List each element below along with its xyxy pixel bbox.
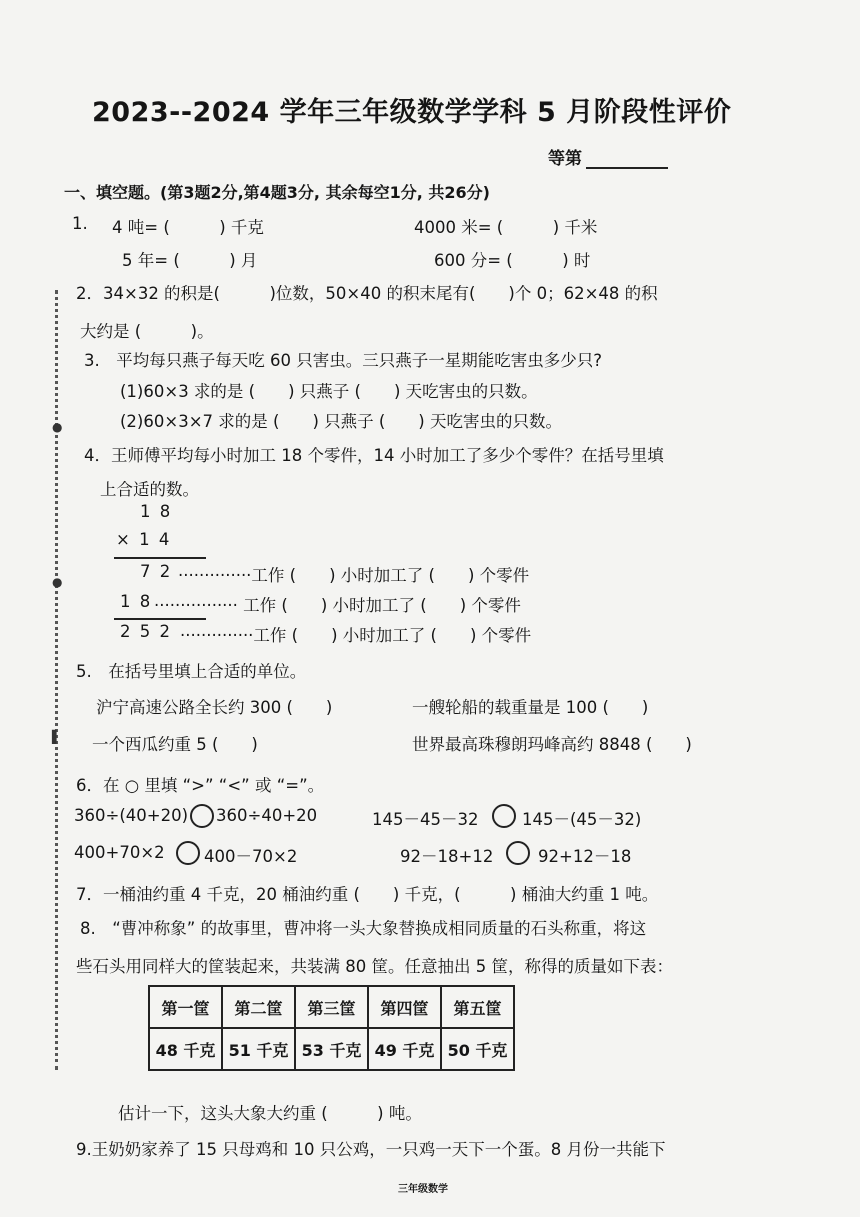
multiplicand: 1 8 <box>140 502 173 521</box>
binding-margin-dots <box>55 290 61 1070</box>
q3-part1[interactable]: (1)60×3 求的是 ( ) 只燕子 ( ) 天吃害虫的只数。 <box>120 382 538 401</box>
q6-c-right: 400－70×2 <box>204 847 298 866</box>
q8-estimate[interactable]: 估计一下，这头大象大约重 ( ) 吨。 <box>118 1104 422 1123</box>
q8-line1: 8. “曹冲称象” 的故事里，曹冲将一头大象替换成相同质量的石头称重，将这 <box>80 919 647 938</box>
q6-b-left: 145－45－32 <box>372 810 479 829</box>
q4-row1[interactable]: ··············工作 ( ) 小时加工了 ( ) 个零件 <box>178 566 530 585</box>
q3-part2[interactable]: (2)60×3×7 求的是 ( ) 只燕子 ( ) 天吃害虫的只数。 <box>120 412 562 431</box>
q6-a-left: 360÷(40+20) <box>74 806 189 825</box>
sum-line <box>114 618 206 620</box>
q4-row2[interactable]: ················ 工作 ( ) 小时加工了 ( ) 个零件 <box>154 596 521 615</box>
final-product: 2 5 2 <box>120 622 172 641</box>
margin-mark: ▌ <box>52 730 62 744</box>
partial-product-2: 1 8 <box>120 592 153 611</box>
table-row <box>149 1028 514 1070</box>
q1-blank-a[interactable]: 4 吨= ( ) 千克 <box>112 218 264 237</box>
partial-product-1: 7 2 <box>140 562 173 581</box>
q4-question-line2: 上合适的数。 <box>100 480 199 499</box>
footer-label: 三年级数学 <box>398 1184 448 1195</box>
section-heading: 一、填空题。(第3题2分,第4题3分, 其余每空1分, 共26分) <box>64 183 490 202</box>
q7-line[interactable]: 7．一桶油约重 4 千克，20 桶油约重 ( ) 千克，( ) 桶油大约重 1 吨。 <box>76 885 659 904</box>
q6-question: 6．在 ○ 里填 “>” “<” 或 “=”。 <box>76 776 325 795</box>
q5-blank-c[interactable]: 一个西瓜约重 5 ( ) <box>92 735 258 754</box>
multiplication-line <box>114 557 206 559</box>
q9-line1: 9.王奶奶家养了 15 只母鸡和 10 只公鸡，一只鸡一天下一个蛋。8 月份一共能下 <box>76 1140 666 1159</box>
basket-weight-table <box>148 985 515 1071</box>
q5-blank-b[interactable]: 一艘轮船的载重量是 100 ( ) <box>412 698 649 717</box>
q6-a-right: 360÷40+20 <box>216 806 318 825</box>
q1-blank-b[interactable]: 4000 米= ( ) 千米 <box>414 218 598 237</box>
q1-number: 1. <box>72 214 88 233</box>
table-header-cell: 第二筐 <box>222 986 295 1028</box>
compare-circle[interactable] <box>176 841 200 865</box>
table-cell: 51 千克 <box>222 1028 295 1070</box>
q1-blank-c[interactable]: 5 年= ( ) 月 <box>122 251 258 270</box>
compare-circle[interactable] <box>190 804 214 828</box>
q3-question: 3. 平均每只燕子每天吃 60 只害虫。三只燕子一星期能吃害虫多少只? <box>84 351 602 370</box>
q8-line2: 些石头用同样大的筐装起来，共装满 80 筐。任意抽出 5 筐，称得的质量如下表： <box>76 957 673 976</box>
grade-field <box>548 144 668 169</box>
q6-d-left: 92－18+12 <box>400 847 494 866</box>
q6-d-right: 92+12－18 <box>538 847 632 866</box>
table-header-row <box>149 986 514 1028</box>
table-cell: 48 千克 <box>149 1028 222 1070</box>
table-cell: 53 千克 <box>295 1028 368 1070</box>
multiplier: × 1 4 <box>116 530 172 549</box>
margin-mark: ● <box>52 575 63 589</box>
q4-question-line1: 4．王师傅平均每小时加工 18 个零件，14 小时加工了多少个零件？在括号里填 <box>84 446 664 465</box>
q4-row3[interactable]: ··············工作 ( ) 小时加工了 ( ) 个零件 <box>180 626 532 645</box>
page-title: 2023--2024 学年三年级数学学科 5 月阶段性评价 <box>92 97 732 128</box>
q6-b-right: 145－(45－32) <box>522 810 642 829</box>
compare-circle[interactable] <box>492 804 516 828</box>
q2-line1[interactable]: 2．34×32 的积是( )位数，50×40 的积末尾有( )个 0；62×48 的积 <box>76 284 658 303</box>
q2-line2[interactable]: 大约是 ( )。 <box>80 322 214 341</box>
q5-blank-d[interactable]: 世界最高珠穆朗玛峰高约 8848 ( ) <box>412 735 692 754</box>
grade-blank[interactable] <box>586 149 668 169</box>
q1-blank-d[interactable]: 600 分= ( ) 时 <box>434 251 591 270</box>
table-cell: 50 千克 <box>441 1028 514 1070</box>
q5-question: 5. 在括号里填上合适的单位。 <box>76 662 307 681</box>
table-header-cell: 第五筐 <box>441 986 514 1028</box>
q5-blank-a[interactable]: 沪宁高速公路全长约 300 ( ) <box>96 698 333 717</box>
table-header-cell: 第四筐 <box>368 986 441 1028</box>
table-cell: 49 千克 <box>368 1028 441 1070</box>
margin-mark: ● <box>52 420 63 434</box>
q6-c-left: 400+70×2 <box>74 843 165 862</box>
grade-label: 等第 <box>548 149 582 169</box>
table-header-cell: 第一筐 <box>149 986 222 1028</box>
table-header-cell: 第三筐 <box>295 986 368 1028</box>
compare-circle[interactable] <box>506 841 530 865</box>
